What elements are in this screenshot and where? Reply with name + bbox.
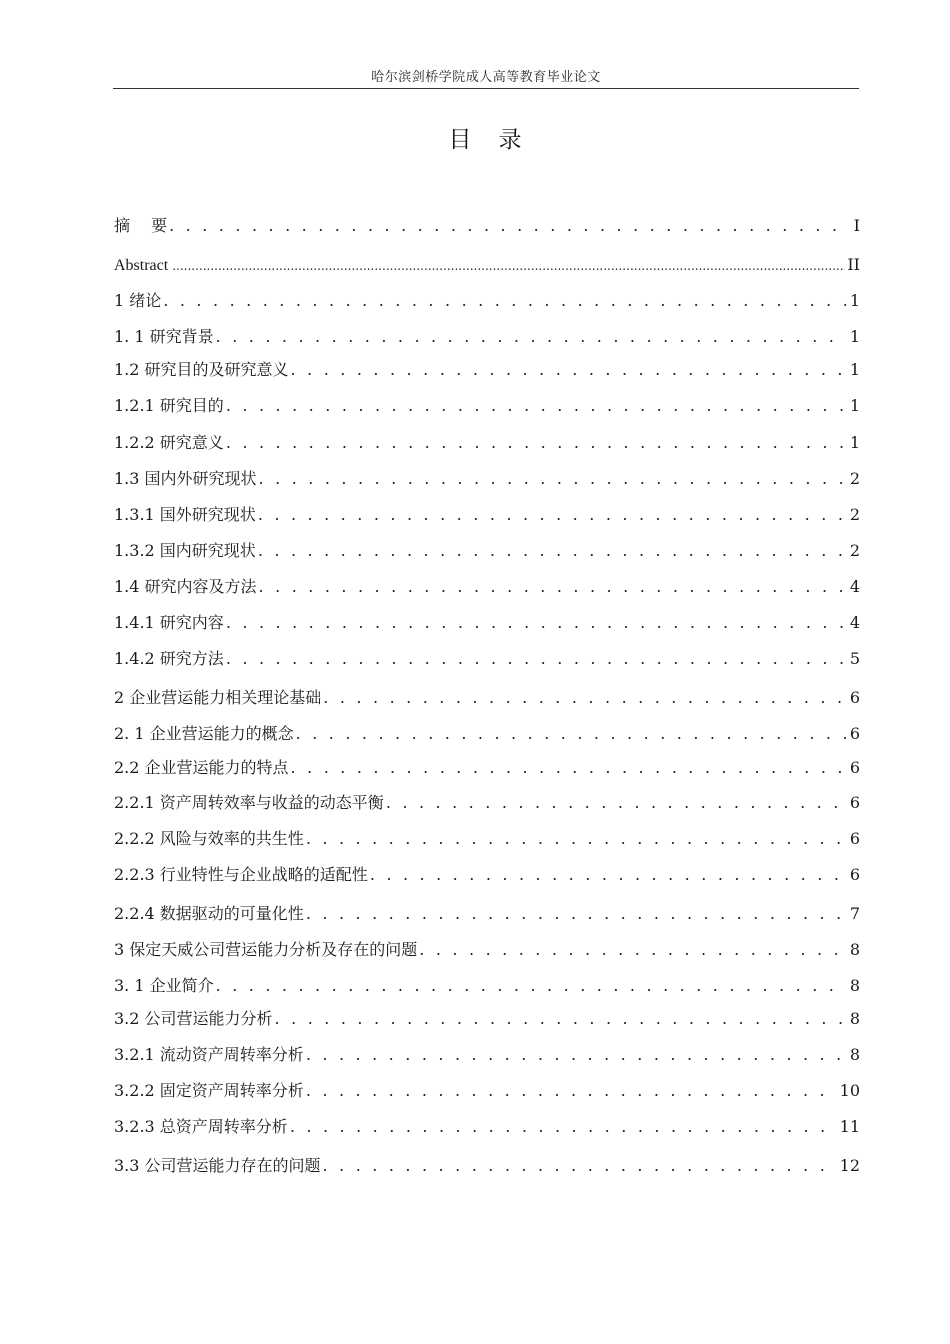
toc-entry-label: 2.2.4 数据驱动的可量化性 xyxy=(114,904,304,923)
toc-entry-page: 11 xyxy=(839,1117,860,1136)
toc-entry-page: 1 xyxy=(849,433,860,452)
toc-entry-label: 3 保定天威公司营运能力分析及存在的问题 xyxy=(114,940,418,959)
toc-dot-leader xyxy=(163,289,846,313)
toc-entry-1-2-2[interactable] xyxy=(114,431,860,455)
toc-dot-leader xyxy=(258,539,846,563)
toc-entry-1-3[interactable] xyxy=(114,467,860,491)
toc-dot-leader xyxy=(306,902,846,926)
toc-entry-page: 2 xyxy=(849,505,860,524)
toc-entry-page: 2 xyxy=(849,469,860,488)
toc-entry-1[interactable] xyxy=(114,289,860,313)
toc-entry-3-2-3[interactable] xyxy=(114,1115,860,1139)
toc-dot-leader xyxy=(226,647,846,671)
toc-entry-label: 1.2.1 研究目的 xyxy=(114,396,224,415)
toc-entry-page: 8 xyxy=(849,1009,860,1028)
toc-entry-page: 1 xyxy=(849,291,860,310)
toc-entry-page: 6 xyxy=(849,724,860,743)
toc-dot-leader xyxy=(226,431,846,455)
toc-entry-1-1[interactable] xyxy=(114,325,860,349)
toc-entry-label: 1.4 研究内容及方法 xyxy=(114,577,257,596)
toc-entry-3-2-1[interactable] xyxy=(114,1043,860,1067)
toc-entry-2-2[interactable] xyxy=(114,756,860,780)
toc-entry-3-2-2[interactable] xyxy=(114,1079,860,1103)
toc-dot-leader xyxy=(306,1043,846,1067)
toc-entry-page: 1 xyxy=(849,327,860,346)
toc-entry-page: 8 xyxy=(849,976,860,995)
toc-dot-leader xyxy=(275,1007,846,1031)
toc-dot-leader xyxy=(226,394,846,418)
toc-entry-page: 6 xyxy=(849,829,860,848)
toc-entry-label: 1.4.2 研究方法 xyxy=(114,649,224,668)
toc-entry-2-2-3[interactable] xyxy=(114,863,860,887)
toc-entry-label: 1. 1 研究背景 xyxy=(114,327,214,346)
toc-dot-leader xyxy=(290,1115,836,1139)
toc-dot-leader xyxy=(306,827,846,851)
toc-dot-leader xyxy=(296,722,846,746)
toc-entry-label: 1.3.1 国外研究现状 xyxy=(114,505,256,524)
toc-entry-2[interactable] xyxy=(114,686,860,710)
toc-entry-label: 3.2 公司营运能力分析 xyxy=(114,1009,273,1028)
toc-dot-leader xyxy=(216,325,846,349)
toc-entry-label: 2.2.2 风险与效率的共生性 xyxy=(114,829,304,848)
toc-dot-leader xyxy=(259,467,846,491)
toc-entry-1-2[interactable] xyxy=(114,358,860,382)
toc-dot-leader xyxy=(216,974,846,998)
toc-entry-2-2-1[interactable] xyxy=(114,791,860,815)
toc-entry-2-2-2[interactable] xyxy=(114,827,860,851)
toc-title: 目 录 xyxy=(448,127,524,153)
toc-entry-label: Abstract xyxy=(114,257,169,274)
toc-entry-page: 6 xyxy=(849,758,860,777)
toc-entry-3-3[interactable] xyxy=(114,1154,860,1178)
toc-dot-leader xyxy=(323,1154,836,1178)
toc-entry-label: 2.2 企业营运能力的特点 xyxy=(114,758,289,777)
toc-dot-leader xyxy=(323,686,846,710)
toc-entry-page: I xyxy=(853,216,860,235)
toc-entry-page: 1 xyxy=(849,360,860,379)
toc-entry-label: 1.3 国内外研究现状 xyxy=(114,469,257,488)
toc-entry-page: 7 xyxy=(849,904,860,923)
toc-entry-1-3-1[interactable] xyxy=(114,503,860,527)
toc-entry-page: 12 xyxy=(839,1156,860,1175)
toc-entry-page: 2 xyxy=(849,541,860,560)
toc-entry-abstract-cn[interactable] xyxy=(114,214,860,238)
toc-dot-leader xyxy=(172,254,845,278)
toc-dot-leader xyxy=(291,358,846,382)
toc-entry-page: 5 xyxy=(849,649,860,668)
running-header: 哈尔滨剑桥学院成人高等教育毕业论文 xyxy=(371,70,601,85)
toc-entry-page: 6 xyxy=(849,793,860,812)
toc-entry-page: 6 xyxy=(849,865,860,884)
toc-dot-leader xyxy=(258,503,846,527)
toc-entry-label: 2.2.3 行业特性与企业战略的适配性 xyxy=(114,865,368,884)
toc-entry-label: 3.2.1 流动资产周转率分析 xyxy=(114,1045,304,1064)
toc-entry-3-2[interactable] xyxy=(114,1007,860,1031)
toc-dot-leader xyxy=(169,214,850,238)
toc-dot-leader xyxy=(386,791,846,815)
toc-entry-label: 1 绪论 xyxy=(114,291,162,310)
toc-entry-abstract-en[interactable] xyxy=(114,253,860,277)
toc-entry-1-4[interactable] xyxy=(114,575,860,599)
toc-entry-page: 4 xyxy=(849,613,860,632)
toc-entry-3-1[interactable] xyxy=(114,974,860,998)
toc-entry-label: 3.3 公司营运能力存在的问题 xyxy=(114,1156,321,1175)
toc-entry-label: 2. 1 企业营运能力的概念 xyxy=(114,724,294,743)
toc-entry-page: 8 xyxy=(849,1045,860,1064)
toc-entry-page: 8 xyxy=(849,940,860,959)
toc-dot-leader xyxy=(370,863,846,887)
toc-entry-label: 摘 要 xyxy=(114,216,168,235)
toc-entry-label: 1.3.2 国内研究现状 xyxy=(114,541,256,560)
toc-entry-page: II xyxy=(847,255,860,274)
toc-entry-1-2-1[interactable] xyxy=(114,394,860,418)
toc-dot-leader xyxy=(306,1079,836,1103)
toc-entry-label: 2.2.1 资产周转效率与收益的动态平衡 xyxy=(114,793,384,812)
toc-entry-page: 10 xyxy=(839,1081,860,1100)
toc-dot-leader xyxy=(419,938,846,962)
toc-entry-label: 1.2.2 研究意义 xyxy=(114,433,224,452)
toc-entry-page: 1 xyxy=(849,396,860,415)
toc-entry-label: 1.2 研究目的及研究意义 xyxy=(114,360,289,379)
toc-entry-1-3-2[interactable] xyxy=(114,539,860,563)
toc-dot-leader xyxy=(226,611,846,635)
toc-entry-page: 6 xyxy=(849,688,860,707)
toc-entry-2-2-4[interactable] xyxy=(114,902,860,926)
toc-entry-1-4-2[interactable] xyxy=(114,647,860,671)
toc-entry-label: 3. 1 企业简介 xyxy=(114,976,214,995)
toc-entry-label: 3.2.2 固定资产周转率分析 xyxy=(114,1081,304,1100)
toc-entry-3[interactable] xyxy=(114,938,860,962)
toc-entry-1-4-1[interactable] xyxy=(114,611,860,635)
toc-entry-label: 3.2.3 总资产周转率分析 xyxy=(114,1117,288,1136)
toc-entry-2-1[interactable] xyxy=(114,722,860,746)
toc-entry-label: 2 企业营运能力相关理论基础 xyxy=(114,688,322,707)
toc-dot-leader xyxy=(291,756,846,780)
toc-dot-leader xyxy=(259,575,846,599)
toc-entry-label: 1.4.1 研究内容 xyxy=(114,613,224,632)
toc-entry-page: 4 xyxy=(849,577,860,596)
